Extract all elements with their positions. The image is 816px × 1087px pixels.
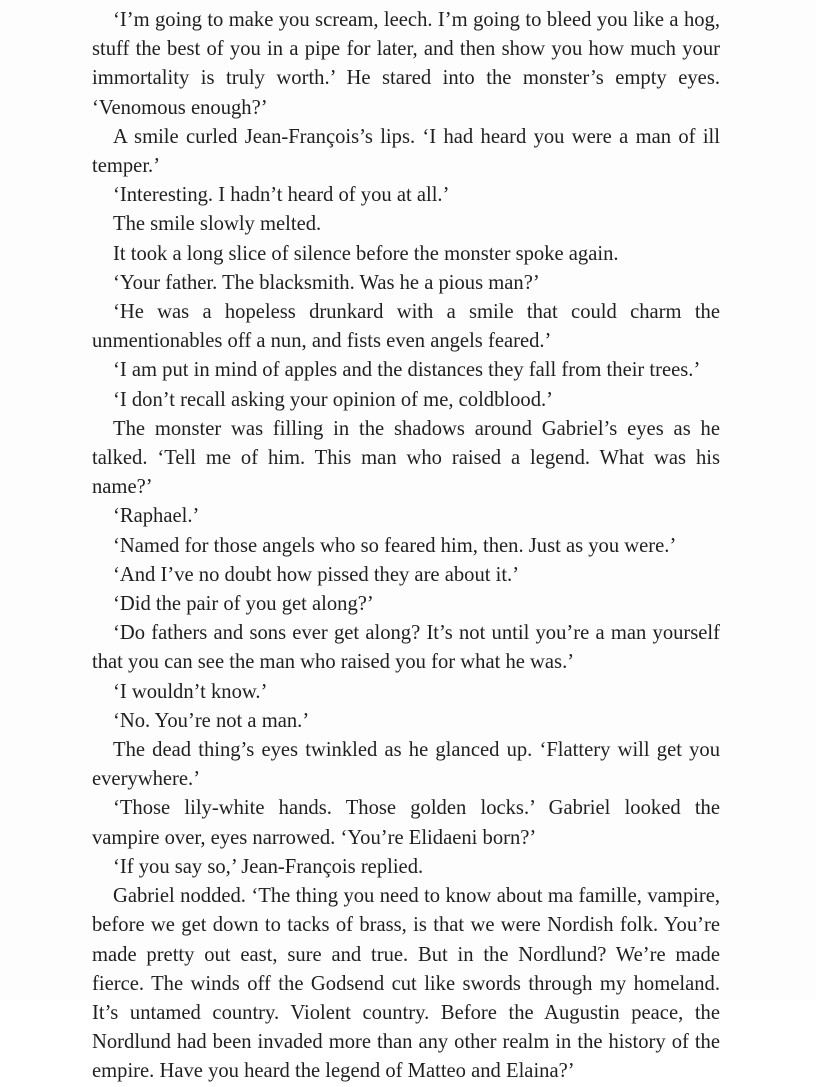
paragraph: ‘No. You’re not a man.’ [113,709,310,732]
paragraph: ‘I am put in mind of apples and the distances they fall from their trees.’ [113,359,701,382]
paragraph: ‘Did the pair of you get along?’ [113,593,374,616]
paragraph: ‘Those lily-white hands. Those golden locks.’ Gabriel looked the vampire over, eyes narrowed. ‘You’re Elidaeni born?’ [92,797,720,849]
paragraph: ‘If you say so,’ Jean-François replied. [113,855,424,878]
paragraph: ‘Named for those angels who so feared him, then. Just as you were.’ [113,534,677,557]
paragraph: ‘Raphael.’ [113,505,200,528]
paragraph: Gabriel nodded. ‘The thing you need to know about ma famille, vampire, before we get down to tacks of brass, is that we were Nordish folk. You’re made pretty out east, sure and true. But in the Nordlund? We’re made fierce. The winds off the Godsend cut like swords through my homeland. It’s untamed country. Violent country. Before the Augustin peace, the Nordlund had been invaded more than any other realm in the history of the empire. Have you heard the legend of Matteo and Elaina?’ [92,885,720,1083]
paragraph: ‘He was a hopeless drunkard with a smile that could charm the unmentionables off a nun, and fists even angels feared.’ [92,301,720,353]
paragraph: The monster was filling in the shadows around Gabriel’s eyes as he talked. ‘Tell me of him. This man who raised a legend. What was his name?’ [92,417,720,499]
paragraph: ‘And I’ve no doubt how pissed they are about it.’ [113,563,520,586]
paragraph: It took a long slice of silence before the monster spoke again. [113,242,619,265]
paragraph: ‘I don’t recall asking your opinion of me, coldblood.’ [113,388,554,411]
paragraph: The dead thing’s eyes twinkled as he glanced up. ‘Flattery will get you everywhere.’ [92,739,720,791]
paragraph: ‘Your father. The blacksmith. Was he a pious man?’ [113,271,540,294]
paragraph: ‘I’m going to make you scream, leech. I’m going to bleed you like a hog, stuff the best of you in a pipe for later, and then show you how much your immortality is truly worth.’ He stared into the monster’s empty eyes. ‘Venomous enough?’ [92,9,720,119]
paragraph: ‘Interesting. I hadn’t heard of you at all.’ [113,184,450,207]
paragraph: ‘I wouldn’t know.’ [113,680,268,703]
paragraph: A smile curled Jean-François’s lips. ‘I had heard you were a man of ill temper.’ [92,125,720,178]
paragraph: The smile slowly melted. [113,213,322,236]
paragraph: ‘Do fathers and sons ever get along? It’s not until you’re a man yourself that you can see the man who raised you for what he was.’ [92,622,720,674]
